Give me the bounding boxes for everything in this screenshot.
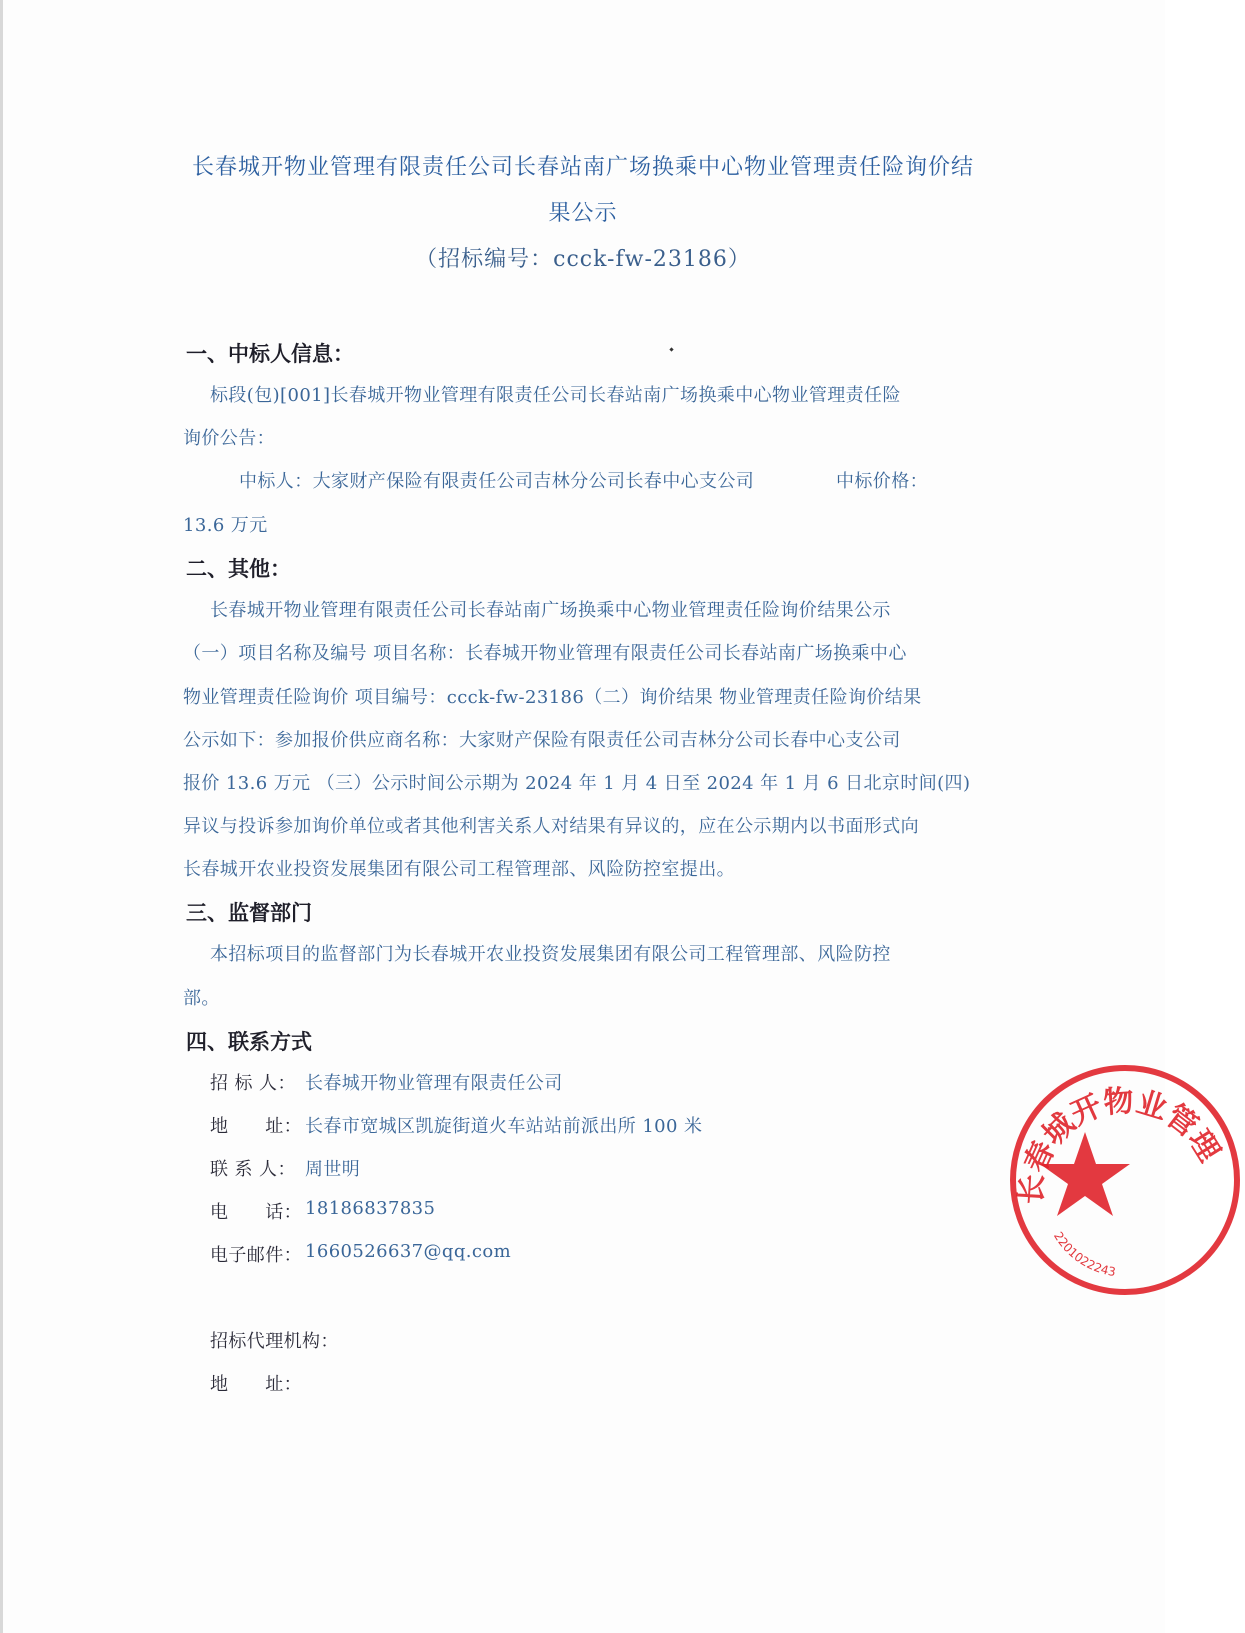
contact-email-value: 1660526637@qq.com bbox=[305, 1241, 512, 1262]
company-seal-stamp bbox=[1005, 1060, 1245, 1300]
svg-text:2201022243: 2201022243 bbox=[1050, 1229, 1117, 1280]
lot-line-1: 标段(包)[001]长春城开物业管理有限责任公司长春站南广场换乘中心物业管理责任险 bbox=[210, 385, 901, 406]
section-heading-other: 二、其他： bbox=[186, 557, 291, 581]
section-heading-contact: 四、联系方式 bbox=[186, 1030, 312, 1054]
svg-text:长春城开物业管理: 长春城开物业管理 bbox=[1013, 1083, 1227, 1206]
other-line-1: 长春城开物业管理有限责任公司长春站南广场换乘中心物业管理责任险询价结果公示 bbox=[210, 600, 891, 621]
tender-code: （招标编号：ccck-fw-23186） bbox=[415, 247, 751, 272]
other-line-5: 报价 13.6 万元 （三）公示时间公示期为 2024 年 1 月 4 日至 2024 年 1 月 6 日北京时间(四) bbox=[183, 773, 971, 794]
winner-name: 中标人：大家财产保险有限责任公司吉林分公司长春中心支公司 bbox=[239, 471, 755, 492]
agency-address-label: 地 址： bbox=[210, 1374, 302, 1395]
other-line-3: 物业管理责任险询价 项目编号：ccck-fw-23186（二）询价结果 物业管理责任险询价结果 bbox=[183, 687, 922, 708]
contact-tenderer-label: 招 标 人： bbox=[210, 1073, 296, 1094]
agency-label: 招标代理机构： bbox=[210, 1331, 339, 1352]
contact-tenderer-value: 长春城开物业管理有限责任公司 bbox=[305, 1073, 563, 1094]
lot-line-2: 询价公告： bbox=[183, 428, 275, 449]
other-line-7: 长春城开农业投资发展集团有限公司工程管理部、风险防控室提出。 bbox=[183, 859, 735, 880]
document-title-line-2: 果公示 bbox=[548, 201, 618, 226]
other-line-4: 公示如下：参加报价供应商名称：大家财产保险有限责任公司吉林分公司长春中心支公司 bbox=[183, 730, 901, 751]
contact-person-value: 周世明 bbox=[305, 1159, 361, 1180]
supervision-line-1: 本招标项目的监督部门为长春城开农业投资发展集团有限公司工程管理部、风险防控 bbox=[210, 944, 891, 965]
supervision-line-2: 部。 bbox=[183, 988, 220, 1009]
price-value: 13.6 万元 bbox=[183, 515, 268, 536]
contact-person-label: 联 系 人： bbox=[210, 1159, 296, 1180]
speck-mark bbox=[669, 347, 673, 351]
document-title-line-1: 长春城开物业管理有限责任公司长春站南广场换乘中心物业管理责任险询价结 bbox=[191, 155, 974, 180]
section-heading-supervision: 三、监督部门 bbox=[186, 901, 312, 925]
price-label: 中标价格： bbox=[836, 471, 928, 492]
contact-email-label: 电子邮件： bbox=[210, 1245, 302, 1266]
contact-phone-label: 电 话： bbox=[210, 1202, 302, 1223]
other-line-6: 异议与投诉参加询价单位或者其他利害关系人对结果有异议的，应在公示期内以书面形式向 bbox=[183, 816, 919, 837]
section-heading-winner: 一、中标人信息： bbox=[186, 342, 354, 366]
contact-phone-value: 18186837835 bbox=[305, 1198, 436, 1219]
other-line-2: （一）项目名称及编号 项目名称：长春城开物业管理有限责任公司长春站南广场换乘中心 bbox=[183, 643, 907, 664]
contact-address-value: 长春市宽城区凯旋街道火车站站前派出所 100 米 bbox=[305, 1116, 703, 1137]
contact-address-label: 地 址： bbox=[210, 1116, 302, 1137]
